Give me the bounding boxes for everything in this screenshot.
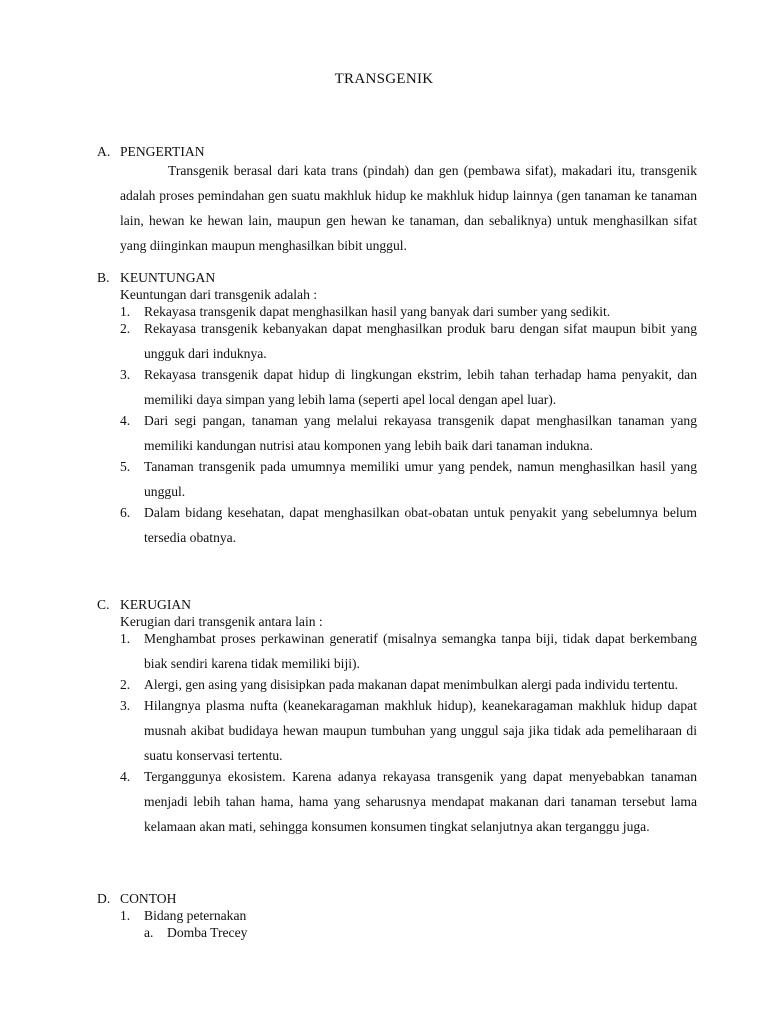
section-title: CONTOH (120, 891, 177, 906)
numbered-list (97, 303, 697, 550)
list-item (97, 362, 697, 412)
list-item (97, 454, 697, 504)
list-text: Dari segi pangan, tanaman yang melalui rekayasa transgenik dapat menghasilkan tanaman yang memiliki kandungan nutrisi atau komponen yang lebih baik dari tanaman indukna. (144, 413, 697, 453)
numbered-list (97, 626, 697, 839)
list-number: 3. (120, 367, 131, 382)
section-heading (97, 596, 697, 613)
section-heading (97, 143, 697, 160)
list-text: Menghambat proses perkawinan generatif (misalnya semangka tanpa biji, tidak dapat berkembang biak sendiri karena tidak memiliki biji). (144, 631, 697, 671)
list-item (97, 500, 697, 550)
section-title: PENGERTIAN (120, 144, 205, 159)
list-text: Tanaman transgenik pada umumnya memiliki umur yang pendek, namun menghasilkan hasil yang unggul. (144, 459, 697, 499)
sub-list-letter: a. (144, 925, 154, 940)
section-letter: A. (97, 144, 111, 159)
section-kerugian (97, 596, 697, 835)
list-text: Dalam bidang kesehatan, dapat menghasilkan obat-obatan untuk penyakit yang sebelumnya belum tersedia obatnya. (144, 505, 697, 545)
list-text: Rekayasa transgenik dapat hidup di lingkungan ekstrim, lebih tahan terhadap hama penyakit, dan memiliki daya simpan yang lebih lama (seperti apel local dengan apel luar). (144, 367, 697, 407)
list-number: 5. (120, 459, 131, 474)
section-intro: Keuntungan dari transgenik adalah : (120, 287, 318, 302)
section-contoh (97, 890, 697, 941)
section-keuntungan (97, 269, 697, 546)
list-number: 3. (120, 698, 131, 713)
section-title: KERUGIAN (120, 597, 191, 612)
list-number: 4. (120, 413, 131, 428)
list-item (97, 316, 697, 366)
section-title: KEUNTUNGAN (120, 270, 216, 285)
list-number: 1. (120, 631, 131, 646)
sub-list-item (97, 924, 697, 941)
list-number: 4. (120, 769, 131, 784)
section-letter: D. (97, 891, 111, 906)
paragraph-text: Transgenik berasal dari kata trans (pindah) dan gen (pembawa sifat), makadari itu, transgenik adalah proses pemindahan gen suatu makhluk hidup ke makhluk hidup lainnya (gen tanaman ke tanaman lain, hewan ke hewan lain, maupun gen hewan ke tanaman, dan sebaliknya) untuk menghasilkan sifat yang diinginkan maupun menghasilkan bibit unggul. (120, 163, 697, 253)
list-text: Terganggunya ekosistem. Karena adanya rekayasa transgenik yang dapat menyebabkan tanaman menjadi lebih tahan hama, hama yang seharusnya mendapat makanan dari tanaman tersebut lama kelamaan akan mati, sehingga konsumen konsumen tingkat selanjutnya akan terganggu juga. (144, 769, 697, 834)
section-pengertian (97, 143, 697, 258)
section-letter: C. (97, 597, 110, 612)
document-title: TRANSGENIK (334, 71, 434, 87)
list-number: 1. (120, 304, 131, 319)
list-item (97, 693, 697, 768)
list-text: Hilangnya plasma nufta (keanekaragaman makhluk hidup), keanekaragaman makhluk hidup dapat musnah akibat budidaya hewan maupun tumbuhan yang unggul saja jika tidak ada pemeliharaan di suatu konservasi tertentu. (144, 698, 697, 763)
list-item (97, 764, 697, 839)
list-text: Alergi, gen asing yang disisipkan pada makanan dapat menimbulkan alergi pada individu tertentu. (144, 677, 679, 692)
paragraph (120, 158, 697, 258)
list-number: 2. (120, 677, 131, 692)
list-item (97, 907, 697, 924)
numbered-list (97, 907, 697, 941)
list-number: 6. (120, 505, 131, 520)
list-text: Rekayasa transgenik dapat menghasilkan hasil yang banyak dari sumber yang sedikit. (144, 304, 611, 319)
sub-list-text: Domba Trecey (167, 925, 248, 940)
list-number: 2. (120, 321, 131, 336)
list-text: Bidang peternakan (144, 908, 247, 923)
list-item (97, 626, 697, 676)
list-number: 1. (120, 908, 131, 923)
list-text: Rekayasa transgenik kebanyakan dapat menghasilkan produk baru dengan sifat maupun bibit yang ungguk dari induknya. (144, 321, 697, 361)
section-heading (97, 890, 697, 907)
section-heading (97, 269, 697, 286)
list-item (97, 408, 697, 458)
section-intro: Kerugian dari transgenik antara lain : (120, 614, 323, 629)
section-letter: B. (97, 270, 110, 285)
